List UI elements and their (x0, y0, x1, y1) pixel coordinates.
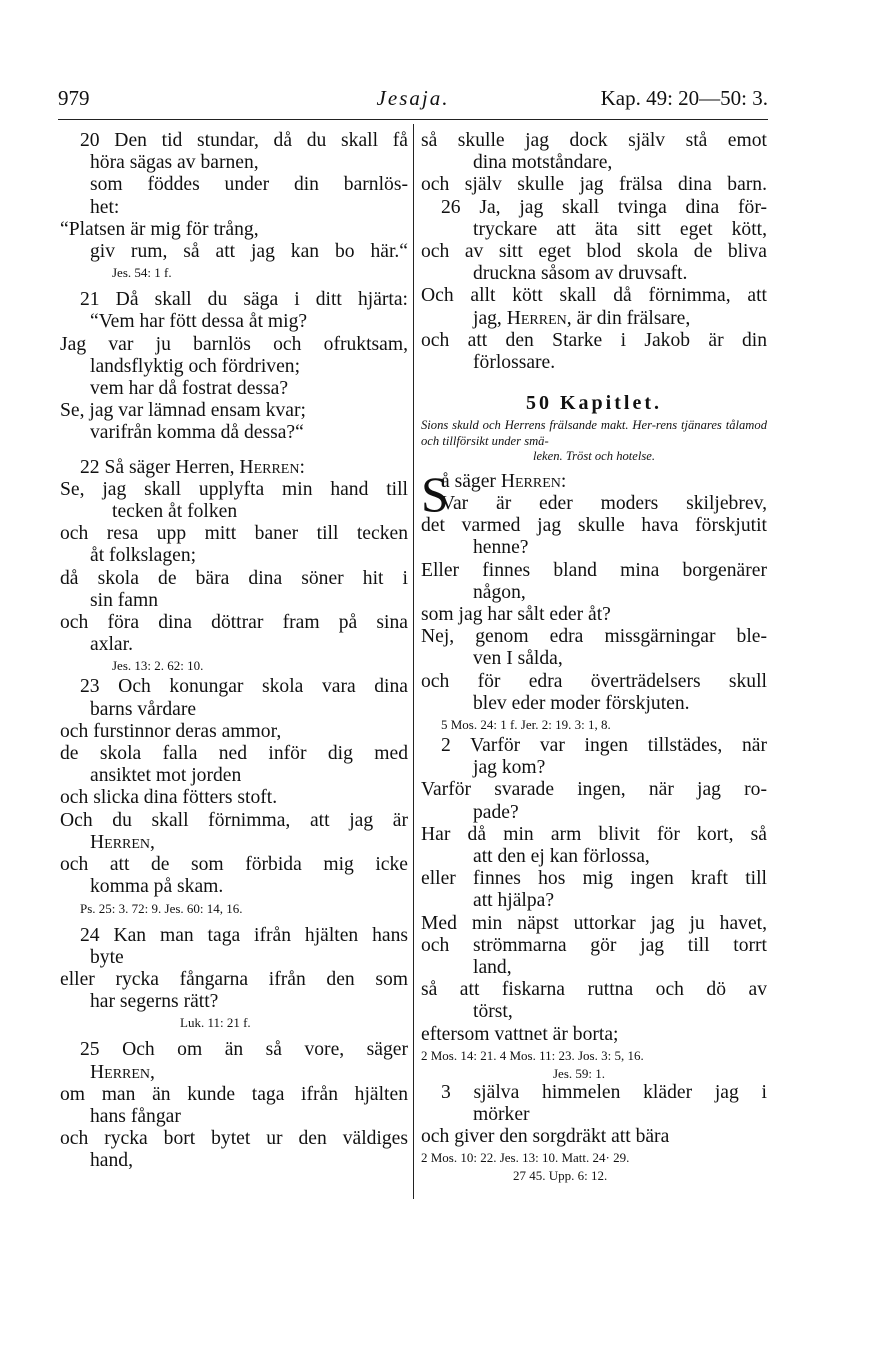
verse-line: landsflyktig och fördriven; (90, 355, 301, 377)
verse-line: som jag har sålt eder åt? (421, 603, 611, 625)
verse-line (421, 308, 767, 330)
verse-line: henne? (473, 537, 529, 559)
verse-line: tryckare att äta sitt eget kött, (473, 218, 767, 240)
verse-text: : (299, 456, 305, 478)
verse-line: så att fiskarna ruttna och dö av (421, 979, 767, 1001)
verse-line: de skola falla ned inför dig med (60, 743, 408, 765)
verse-line (60, 457, 408, 479)
cross-reference: 2 Mos. 10: 22. Jes. 13: 10. Matt. 24· 29. (421, 1150, 630, 1166)
right-column (421, 130, 767, 1184)
verse-line: Har då min arm blivit för kort, så (421, 823, 767, 845)
verse-line: komma på skam. (90, 876, 224, 898)
verse-line (421, 471, 767, 493)
verse-line: jag kom? (473, 757, 546, 779)
verse-line: varifrån komma då dessa?“ (90, 422, 304, 444)
verse-line: druckna såsom av druvsaft. (473, 263, 688, 285)
verse-line: hans fångar (90, 1105, 181, 1127)
verse-line: 2 Varför var ingen tillstädes, när (441, 734, 767, 756)
lord-name: Herren (90, 1061, 151, 1083)
verse-line: så skulle jag dock själv stå emot (421, 130, 767, 151)
verse-text: å säger (441, 470, 501, 492)
verse-line: giv rum, så att jag kan bo här.“ (90, 241, 408, 263)
verse-line: 20 Den tid stundar, då du skall få (80, 130, 408, 151)
left-column (60, 130, 408, 1173)
verse-text: , är din frälsare, (566, 307, 691, 329)
verse-line: “Vem har fött dessa åt mig? (90, 311, 308, 333)
verse-line: och strömmarna gör jag till torrt (421, 934, 767, 956)
verse-line: Med min näpst uttorkar jag ju havet, (421, 912, 767, 934)
verse-line: och att de som förbida mig icke (60, 854, 408, 876)
verse-line: Se, jag var lämnad ensam kvar; (60, 400, 306, 422)
verse-line: eller rycka fångarna ifrån den som (60, 968, 408, 990)
verse-line: 25 Och om än så vore, säger (80, 1039, 408, 1061)
column-divider (413, 124, 414, 1199)
verse-1 (421, 465, 767, 735)
page-number: 979 (58, 86, 90, 110)
verse-line: att den ej kan förlossa, (473, 845, 650, 867)
chapter-reference: Kap. 49: 20—50: 3. (600, 86, 768, 110)
verse-line: land, (473, 957, 512, 978)
verse-line: och slicka dina fötters stoft. (60, 787, 278, 809)
verse-line: Och du skall förnimma, att jag är (60, 809, 408, 831)
verse-line: barns vårdare (90, 698, 197, 720)
lord-name: Herren (506, 307, 567, 329)
verse-line: törst, (473, 1001, 513, 1023)
verse-line: axlar. (90, 634, 133, 656)
verse-line: 3 själva himmelen kläder jag i (441, 1081, 767, 1103)
chapter-summary (421, 418, 767, 465)
verse-line: Och allt kött skall då förnimma, att (421, 285, 767, 307)
summary-text: Sions skuld och Herrens frälsande makt. Her-rens tjänares tålamod och tillförsikt under smä- (421, 418, 767, 448)
summary-text: leken. Tröst och hotelse. (532, 449, 656, 464)
cross-reference: Jes. 13: 2. 62: 10. (112, 658, 204, 674)
verse-line: och giver den sorgdräkt att bära (421, 1126, 670, 1148)
verse-line: byte (90, 946, 124, 968)
verse-line: Var är eder moders skiljebrev, (441, 492, 767, 514)
cross-reference: Jes. 59: 1. (553, 1065, 605, 1081)
verse-line: “Platsen är mig för trång, (60, 218, 259, 240)
verse-text: 22 Så säger Herren, (80, 456, 240, 478)
verse-23 (60, 676, 408, 918)
verse-26 (421, 197, 767, 375)
verse-line: Jag var ju barnlös och ofruktsam, (60, 333, 408, 355)
verse-line: 23 Och konungar skola vara dina (80, 676, 408, 698)
verse-line (60, 1062, 408, 1084)
verse-text: : (560, 470, 567, 492)
verse-2 (421, 735, 767, 1082)
verse-25 (60, 1039, 408, 1172)
cross-reference: 27 45. Upp. 6: 12. (513, 1168, 608, 1184)
verse-line: eller finnes hos mig ingen kraft till (421, 868, 767, 890)
cross-reference: Luk. 11: 21 f. (180, 1015, 251, 1031)
verse-line: eftersom vattnet är borta; (421, 1023, 619, 1045)
verse-line: Eller finnes bland mina borgenärer (421, 559, 767, 581)
verse-20 (60, 130, 408, 283)
verse-line: het: (90, 196, 120, 218)
verse-21 (60, 289, 408, 444)
drop-cap: S (421, 465, 449, 522)
verse-22 (60, 457, 408, 677)
verse-line: någon, (473, 581, 526, 603)
verse-line: och för edra överträdelsers skull (421, 670, 767, 692)
verse-line: pade? (473, 801, 519, 823)
verse-line: och resa upp mitt baner till tecken (60, 523, 408, 545)
verse-line: förlossare. (473, 352, 556, 374)
verse-line: Se, jag skall upplyfta min hand till (60, 478, 408, 500)
page-header (58, 86, 768, 120)
verse-line: 24 Kan man taga ifrån hjälten hans (80, 924, 408, 946)
verse-line: att hjälpa? (473, 890, 555, 912)
cross-reference: 2 Mos. 14: 21. 4 Mos. 11: 23. Jos. 3: 5, 16. (421, 1047, 644, 1063)
verse-line: 21 Då skall du säga i ditt hjärta: (80, 289, 408, 311)
verse-text: , (150, 1061, 155, 1083)
cross-reference: Jes. 54: 1 f. (112, 265, 172, 281)
verse-line: sin famn (90, 589, 159, 611)
verse-line: blev eder moder förskjuten. (473, 692, 690, 714)
verse-line: och furstinnor deras ammor, (60, 720, 282, 742)
verse-24 (60, 925, 408, 1034)
lord-name: Herren (239, 456, 300, 478)
lord-name: Herren (500, 470, 561, 492)
verse-line: och själv skulle jag frälsa dina barn. (421, 174, 767, 196)
verse-line: och av sitt eget blod skola de bliva (421, 241, 767, 263)
verse-line: har segerns rätt? (90, 991, 219, 1013)
verse-text: , (150, 831, 155, 853)
verse-text: jag, (473, 307, 507, 329)
lord-name: Herren (90, 831, 151, 853)
verse-line: det varmed jag skulle hava förskjutit (421, 515, 767, 537)
verse-3 (421, 1082, 767, 1185)
verse-line (60, 832, 408, 854)
cross-reference: 5 Mos. 24: 1 f. Jer. 2: 19. 3: 1, 8. (441, 716, 611, 732)
verse-line: Nej, genom edra missgärningar ble- (421, 626, 767, 648)
book-title: Jesaja. (376, 86, 450, 110)
verse-line: vem har då fostrat dessa? (90, 378, 289, 400)
verse-line: och föra dina döttrar fram på sina (60, 612, 408, 634)
verse-line: då skola de bära dina söner hit i (60, 567, 408, 589)
header-rule (58, 119, 768, 120)
verse-line: åt folkslagen; (90, 545, 197, 567)
verse-line: höra sägas av barnen, (90, 152, 259, 174)
verse-line: Varför svarade ingen, när jag ro- (421, 779, 767, 801)
verse-25-continued (421, 130, 767, 197)
cross-reference: Ps. 25: 3. 72: 9. Jes. 60: 14, 16. (80, 900, 243, 916)
verse-line: mörker (473, 1104, 530, 1126)
verse-line: hand, (90, 1150, 133, 1172)
verse-line: tecken åt folken (112, 501, 238, 523)
verse-line: och att den Starke i Jakob är din (421, 329, 767, 351)
verse-line: om man än kunde taga ifrån hjälten (60, 1083, 408, 1105)
verse-line: 26 Ja, jag skall tvinga dina för- (441, 196, 767, 218)
verse-line: ansiktet mot jorden (90, 765, 242, 787)
verse-line: som föddes under din barnlös- (90, 174, 408, 196)
verse-line: ven I sålda, (473, 648, 563, 670)
verse-line: dina motståndare, (473, 152, 613, 174)
verse-line: och rycka bort bytet ur den väldiges (60, 1128, 408, 1150)
chapter-heading: 50 Kapitlet. (526, 392, 662, 415)
